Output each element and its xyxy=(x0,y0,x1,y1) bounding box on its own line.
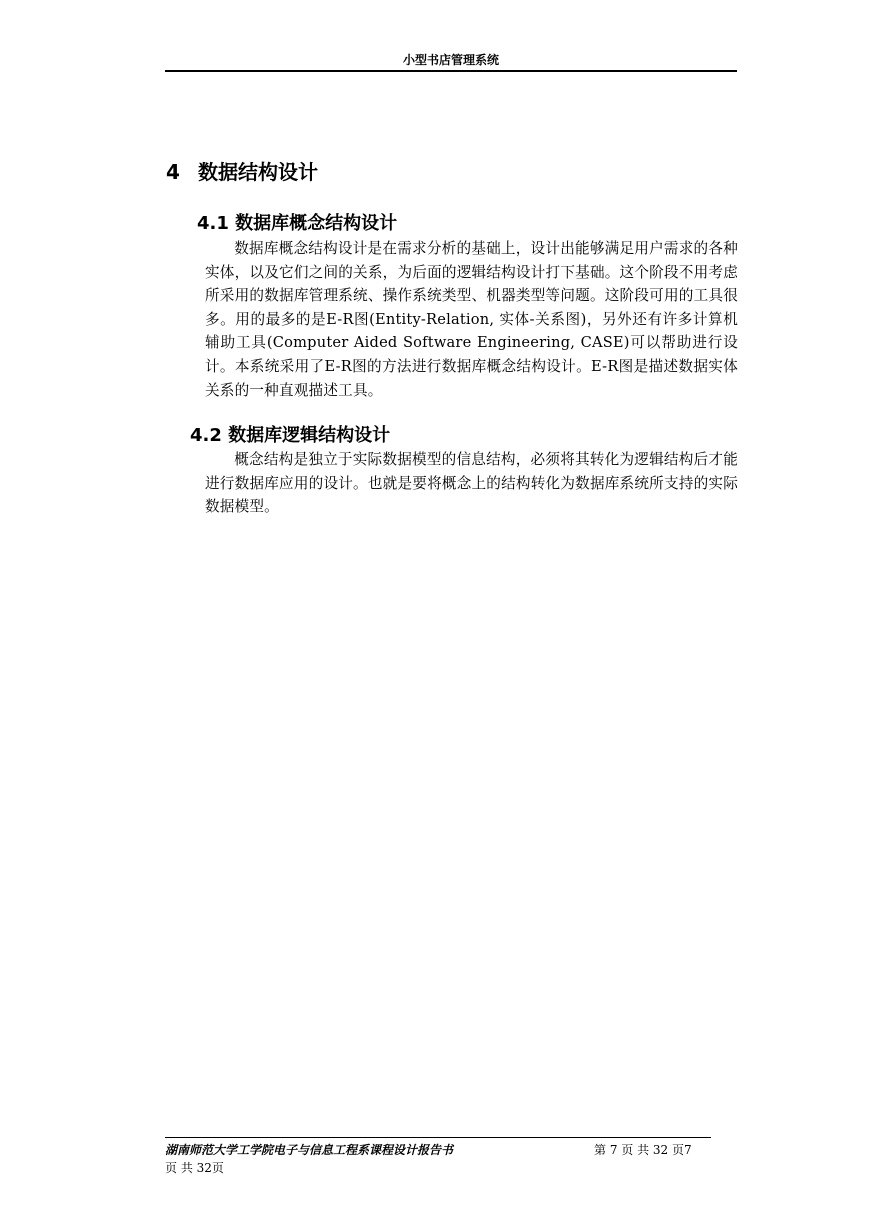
header-divider xyxy=(165,70,737,72)
section-paragraph-4-2: 概念结构是独立于实际数据模型的信息结构，必须将其转化为逻辑结构后才能进行数据库应用的设计。也就是要将概念上的结构转化为数据库系统所支持的实际数据模型。 xyxy=(205,451,738,516)
running-header-title: 小型书店管理系统 xyxy=(402,53,499,67)
footer-divider xyxy=(165,1137,711,1138)
section-heading-4-1: 4.1 数据库概念结构设计 xyxy=(197,213,398,234)
chapter-heading xyxy=(166,158,318,186)
footer-school-name: 湖南师范大学工学院电子与信息工程系课程设计报告书 xyxy=(165,1143,454,1157)
footer-page-number: 第 7 页 共 32 页7 xyxy=(594,1143,692,1157)
section-heading-4-2: 4.2 数据库逻辑结构设计 xyxy=(190,425,391,446)
section-paragraph-4-1: 数据库概念结构设计是在需求分析的基础上，设计出能够满足用户需求的各种实体，以及它们之间的关系，为后面的逻辑结构设计打下基础。这个阶段不用考虑所采用的数据库管理系统、操作系统类型、机器类型等问题。这阶段可用的工具很多。用的最多的是E-R图(Entity-Relation, 实体-关系图)，另外还有许多计算机辅助工具(Computer Aided Software Engineering, CASE)可以帮助进行设计。本系统采用了E-R图的方法进行数据库概念结构设计。E-R图是描述数据实体关系的一种直观描述工具。 xyxy=(205,240,738,399)
footer-page-number-continued: 页 共 32页 xyxy=(165,1161,224,1175)
chapter-title: 数据结构设计 xyxy=(198,160,318,184)
chapter-number: 4 xyxy=(166,160,180,184)
